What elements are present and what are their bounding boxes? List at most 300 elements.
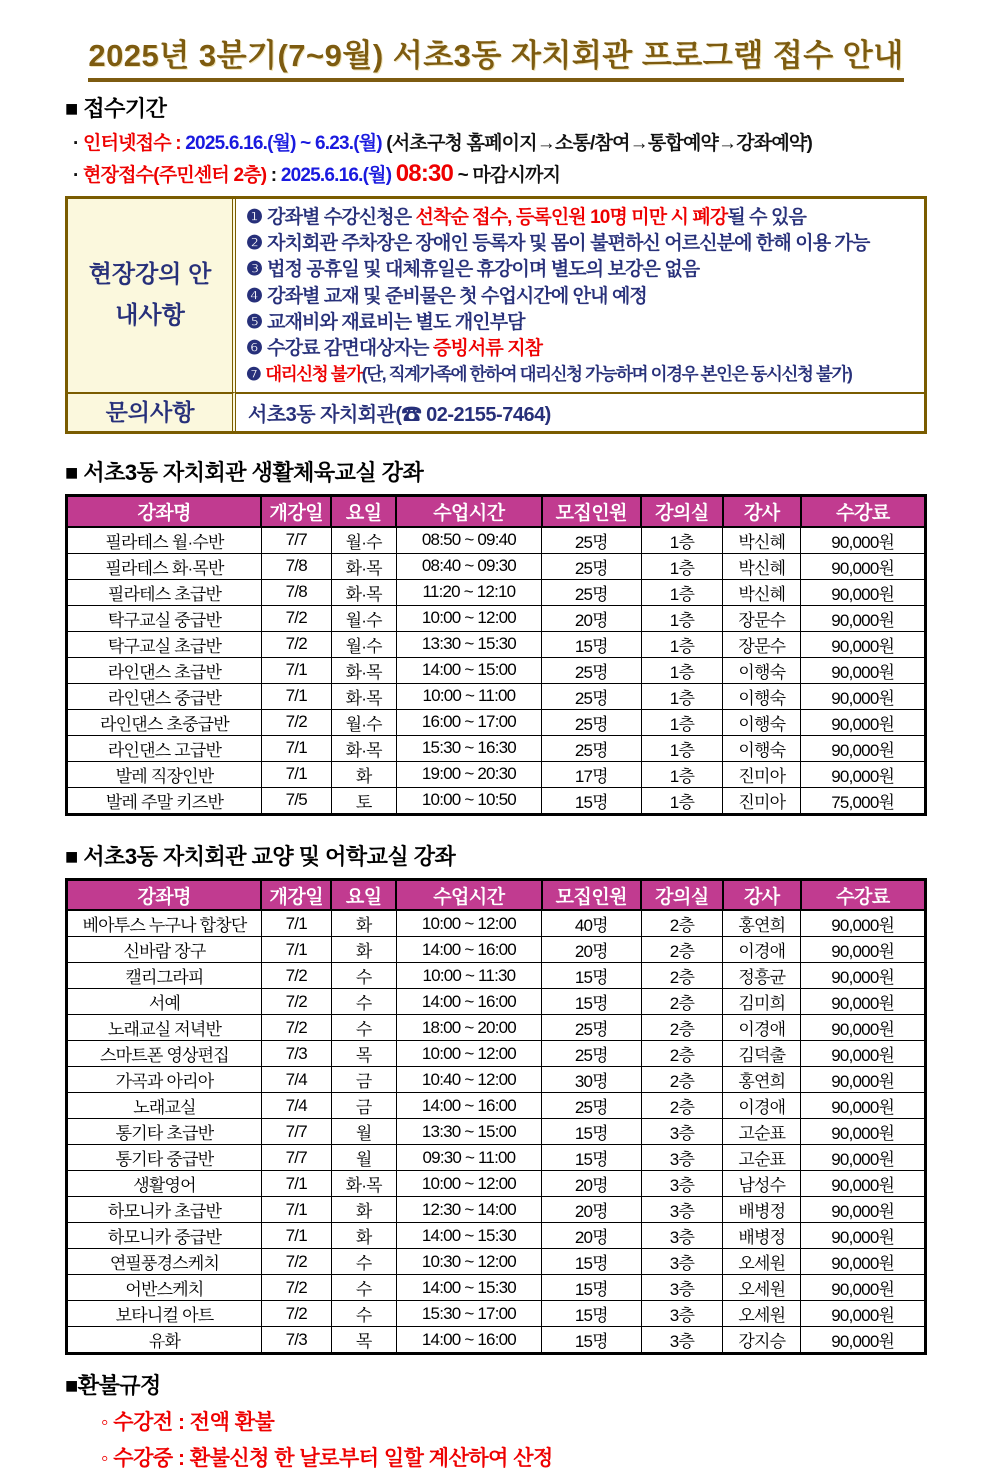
table-cell: 7/8 [261,553,331,579]
column-header: 강사 [723,879,801,910]
table-cell: 2층 [641,910,723,937]
table-cell: 3층 [641,1301,723,1327]
sports-section-title: ■ 서초3동 자치회관 생활체육교실 강좌 [65,460,424,486]
table-cell: 목 [331,1041,396,1067]
table-cell: 강지승 [723,1327,801,1354]
notice-item [246,284,916,310]
text-segment: 인터넷접수 : [83,133,186,154]
table-cell: 월 [331,1145,396,1171]
table-cell: 90,000원 [801,657,926,683]
table-cell: 2층 [641,989,723,1015]
table-cell: 1층 [641,709,723,735]
item-number-badge: ❼ [246,364,261,385]
text-segment: 2025.6.16.(월) [280,165,396,186]
table-cell: 3층 [641,1197,723,1223]
table-cell: 통기타 중급반 [67,1145,262,1171]
table-cell: 15명 [542,963,642,989]
table-cell: 90,000원 [801,1067,926,1093]
refund-rule: ◦ 수강전 : 전액 환불 [101,1411,275,1435]
table-row [67,527,926,554]
table-cell: 화 [331,761,396,787]
table-cell: 서예 [67,989,262,1015]
table-cell: 7/1 [261,683,331,709]
table-cell: 수 [331,963,396,989]
table-cell: 90,000원 [801,963,926,989]
table-cell: 90,000원 [801,1145,926,1171]
table-cell: 90,000원 [801,1223,926,1249]
sports-course-table [65,494,927,816]
notice-left-label: 현장강의 안내사항 [68,199,236,392]
table-cell: 7/1 [261,657,331,683]
table-row [67,1145,926,1171]
text-segment: 교재비와 재료비는 별도 개인부담 [267,311,525,333]
table-cell: 필라테스 월·수반 [67,527,262,554]
table-cell: 25명 [542,553,642,579]
table-cell: 7/2 [261,1275,331,1301]
table-cell: 15명 [542,1249,642,1275]
table-cell: 고순표 [723,1145,801,1171]
table-cell: 목 [331,1327,396,1354]
table-cell: 90,000원 [801,937,926,963]
table-cell: 수 [331,1015,396,1041]
table-cell: 10:30 ~ 12:00 [396,1249,541,1275]
page-title [65,30,927,82]
table-cell: 25명 [542,1015,642,1041]
table-cell: 90,000원 [801,579,926,605]
text-segment: 증빙서류 지참 [433,338,543,360]
table-row [67,1015,926,1041]
table-cell: 노래교실 [67,1093,262,1119]
table-cell: 7/1 [261,1223,331,1249]
table-cell: 7/2 [261,1015,331,1041]
table-cell: 수 [331,989,396,1015]
table-cell: 14:00 ~ 16:00 [396,1093,541,1119]
text-segment: 강좌별 수강신청은 [267,207,416,228]
table-cell: 화 [331,1223,396,1249]
table-cell: 2층 [641,1067,723,1093]
text-segment: 현장접수(주민센터 2층) [83,165,267,186]
table-cell: 40명 [542,910,642,937]
table-cell: 10:00 ~ 10:50 [396,787,541,814]
table-cell: 19:00 ~ 20:30 [396,761,541,787]
table-cell: 보타니컬 아트 [67,1301,262,1327]
table-cell: 1층 [641,605,723,631]
table-cell: 7/1 [261,937,331,963]
table-cell: 25명 [542,683,642,709]
table-row [67,1275,926,1301]
table-cell: 08:50 ~ 09:40 [396,527,541,554]
table-cell: 화·목 [331,553,396,579]
text-segment: · [73,133,84,154]
table-cell: 필라테스 초급반 [67,579,262,605]
column-header: 강좌명 [67,879,262,910]
table-cell: 토 [331,787,396,814]
table-cell: 13:30 ~ 15:30 [396,631,541,657]
table-row [67,1301,926,1327]
table-cell: 14:00 ~ 16:00 [396,937,541,963]
table-cell: 90,000원 [801,1119,926,1145]
table-cell: 3층 [641,1223,723,1249]
table-row [67,1171,926,1197]
table-cell: 발레 주말 키즈반 [67,787,262,814]
table-row [67,989,926,1015]
column-header: 강사 [723,496,801,527]
table-row [67,910,926,937]
table-cell: 화·목 [331,735,396,761]
table-cell: 14:00 ~ 16:00 [396,989,541,1015]
table-cell: 어반스케치 [67,1275,262,1301]
notice-item [246,336,916,362]
table-cell: 가곡과 아리아 [67,1067,262,1093]
table-cell: 고순표 [723,1119,801,1145]
table-cell: 박신혜 [723,553,801,579]
table-cell: 필라테스 화·목반 [67,553,262,579]
table-cell: 90,000원 [801,553,926,579]
registration-period-section [65,92,927,188]
text-segment: 강좌별 교재 및 준비물은 첫 수업시간에 안내 예정 [267,285,647,307]
table-cell: 16:00 ~ 17:00 [396,709,541,735]
refund-heading: ■환불규정 [65,1373,161,1399]
table-cell: 1층 [641,735,723,761]
column-header: 요일 [331,496,396,527]
table-cell: 10:00 ~ 11:30 [396,963,541,989]
table-cell: 오세원 [723,1275,801,1301]
table-cell: 생활영어 [67,1171,262,1197]
table-cell: 25명 [542,527,642,554]
table-cell: 90,000원 [801,709,926,735]
table-cell: 3층 [641,1249,723,1275]
table-cell: 3층 [641,1327,723,1354]
notice-item [246,310,916,336]
table-cell: 탁구교실 중급반 [67,605,262,631]
text-segment: ~ 마감시까지 [453,165,561,186]
text-segment: · [73,165,84,186]
table-cell: 7/2 [261,709,331,735]
notice-item [246,362,916,386]
table-cell: 10:00 ~ 12:00 [396,1041,541,1067]
table-cell: 25명 [542,579,642,605]
header-row [67,879,926,910]
table-row [67,1093,926,1119]
notice-item [246,231,916,257]
column-header: 요일 [331,879,396,910]
table-cell: 15명 [542,787,642,814]
table-cell: 홍연희 [723,910,801,937]
table-cell: 노래교실 저녁반 [67,1015,262,1041]
item-number-badge: ❻ [246,338,263,360]
internet-registration-line [73,128,927,155]
column-header: 수업시간 [396,879,541,910]
table-cell: 15:30 ~ 16:30 [396,735,541,761]
table-cell: 수 [331,1301,396,1327]
table-cell: 화·목 [331,683,396,709]
table-row [67,937,926,963]
table-cell: 월·수 [331,527,396,554]
table-cell: 수 [331,1275,396,1301]
table-row [67,1067,926,1093]
table-cell: 이행숙 [723,709,801,735]
table-cell: 진미아 [723,787,801,814]
column-header: 강의실 [641,496,723,527]
table-cell: 7/7 [261,1119,331,1145]
table-cell: 25명 [542,735,642,761]
table-cell: 1층 [641,579,723,605]
culture-section-title: ■ 서초3동 자치회관 교양 및 어학교실 강좌 [65,843,456,869]
table-cell: 월 [331,1119,396,1145]
table-cell: 3층 [641,1145,723,1171]
text-segment: 법정 공휴일 및 대체휴일은 휴강이며 별도의 보강은 없음 [267,259,700,281]
table-cell: 1층 [641,553,723,579]
table-cell: 7/2 [261,605,331,631]
table-cell: 이경애 [723,1093,801,1119]
table-cell: 15:30 ~ 17:00 [396,1301,541,1327]
table-cell: 1층 [641,631,723,657]
table-cell: 90,000원 [801,1275,926,1301]
table-row [67,709,926,735]
notice-items [236,199,924,392]
table-row [67,1223,926,1249]
table-cell: 90,000원 [801,1015,926,1041]
table-cell: 이경애 [723,1015,801,1041]
table-cell: 20명 [542,937,642,963]
table-cell: 배병정 [723,1223,801,1249]
table-cell: 11:20 ~ 12:10 [396,579,541,605]
table-row [67,1249,926,1275]
table-cell: 90,000원 [801,1301,926,1327]
table-cell: 20명 [542,1223,642,1249]
text-segment: 선착순 접수, 등록인원 10명 미만 시 폐강 [415,207,728,228]
table-cell: 90,000원 [801,683,926,709]
table-cell: 75,000원 [801,787,926,814]
table-cell: 정흥균 [723,963,801,989]
table-row [67,761,926,787]
onsite-registration-line [73,160,927,188]
table-cell: 이행숙 [723,735,801,761]
table-row [67,1041,926,1067]
table-cell: 하모니카 초급반 [67,1197,262,1223]
table-cell: 90,000원 [801,761,926,787]
table-cell: 화 [331,1197,396,1223]
table-cell: 탁구교실 초급반 [67,631,262,657]
table-row [67,683,926,709]
table-row [67,579,926,605]
table-cell: 월·수 [331,605,396,631]
table-cell: 7/1 [261,1171,331,1197]
table-cell: 15명 [542,1275,642,1301]
table-cell: 15명 [542,989,642,1015]
table-cell: 90,000원 [801,527,926,554]
table-cell: 박신혜 [723,579,801,605]
table-cell: 10:40 ~ 12:00 [396,1067,541,1093]
table-row [67,963,926,989]
table-cell: 7/7 [261,527,331,554]
column-header: 개강일 [261,496,331,527]
table-cell: 화·목 [331,657,396,683]
table-cell: 10:00 ~ 11:00 [396,683,541,709]
table-cell: 7/8 [261,579,331,605]
table-cell: 7/1 [261,761,331,787]
table-cell: 신바람 장구 [67,937,262,963]
table-cell: 수 [331,1249,396,1275]
table-cell: 15명 [542,1327,642,1354]
column-header: 수강료 [801,879,926,910]
inquiry-value: 서초3동 자치회관(☎ 02-2155-7464) [236,392,924,431]
table-row [67,553,926,579]
table-row [67,735,926,761]
text-segment: 될 수 있음 [727,207,806,228]
table-cell: 90,000원 [801,1249,926,1275]
table-cell: 09:30 ~ 11:00 [396,1145,541,1171]
table-cell: 오세원 [723,1301,801,1327]
column-header: 개강일 [261,879,331,910]
table-cell: 15명 [542,1145,642,1171]
table-cell: 홍연희 [723,1067,801,1093]
table-cell: 7/2 [261,989,331,1015]
refund-rule: ◦ 수강중 : 환불신청 한 날로부터 일할 계산하여 산정 [101,1447,553,1471]
table-cell: 7/2 [261,1249,331,1275]
table-cell: 화 [331,937,396,963]
table-cell: 20명 [542,605,642,631]
table-cell: 14:00 ~ 15:30 [396,1223,541,1249]
table-cell: 라인댄스 중급반 [67,683,262,709]
table-cell: 1층 [641,527,723,554]
table-cell: 월·수 [331,631,396,657]
text-segment: (서초구청 홈페이지→소통/참여→통합예약→강좌예약) [381,133,813,154]
table-cell: 유화 [67,1327,262,1354]
text-segment: 2025.6.16.(월) ~ 6.23.(월) [185,133,382,154]
table-row [67,1197,926,1223]
column-header: 강좌명 [67,496,262,527]
column-header: 모집인원 [542,879,642,910]
table-cell: 7/7 [261,1145,331,1171]
table-cell: 13:30 ~ 15:00 [396,1119,541,1145]
table-cell: 14:00 ~ 16:00 [396,1327,541,1354]
table-cell: 진미아 [723,761,801,787]
table-cell: 08:40 ~ 09:30 [396,553,541,579]
culture-course-table [65,878,927,1356]
table-cell: 12:30 ~ 14:00 [396,1197,541,1223]
column-header: 수업시간 [396,496,541,527]
table-cell: 3층 [641,1275,723,1301]
table-cell: 7/4 [261,1067,331,1093]
item-number-badge: ❹ [246,285,263,307]
table-cell: 김미희 [723,989,801,1015]
item-number-badge: ❶ [246,207,263,228]
table-cell: 18:00 ~ 20:00 [396,1015,541,1041]
table-cell: 90,000원 [801,605,926,631]
table-cell: 배병정 [723,1197,801,1223]
table-cell: 17명 [542,761,642,787]
table-cell: 25명 [542,657,642,683]
table-cell: 라인댄스 초급반 [67,657,262,683]
table-cell: 90,000원 [801,910,926,937]
table-cell: 화·목 [331,579,396,605]
table-cell: 이행숙 [723,657,801,683]
table-cell: 이행숙 [723,683,801,709]
table-cell: 장문수 [723,631,801,657]
table-cell: 1층 [641,683,723,709]
table-cell: 90,000원 [801,1093,926,1119]
table-cell: 발레 직장인반 [67,761,262,787]
table-cell: 90,000원 [801,735,926,761]
table-cell: 박신혜 [723,527,801,554]
table-cell: 1층 [641,787,723,814]
table-row [67,605,926,631]
refund-section [65,1369,927,1472]
table-row [67,1119,926,1145]
table-cell: 90,000원 [801,1197,926,1223]
column-header: 모집인원 [542,496,642,527]
table-cell: 30명 [542,1067,642,1093]
table-cell: 14:00 ~ 15:30 [396,1275,541,1301]
table-cell: 15명 [542,631,642,657]
table-cell: 화 [331,910,396,937]
text-segment: (단, 직계가족에 한하여 대리신청 가능하며 이경우 본인은 동시신청 불가) [361,364,852,385]
page-title-text: 2025년 3분기(7~9월) 서초3동 자치회관 프로그램 접수 안내 [88,30,903,82]
table-cell: 7/1 [261,910,331,937]
table-cell: 90,000원 [801,1041,926,1067]
table-cell: 라인댄스 고급반 [67,735,262,761]
table-cell: 90,000원 [801,1171,926,1197]
table-cell: 오세원 [723,1249,801,1275]
table-cell: 15명 [542,1119,642,1145]
table-cell: 25명 [542,1041,642,1067]
table-cell: 10:00 ~ 12:00 [396,1171,541,1197]
table-cell: 장문수 [723,605,801,631]
column-header: 수강료 [801,496,926,527]
notice-box [65,196,927,434]
table-cell: 남성수 [723,1171,801,1197]
table-cell: 7/2 [261,1301,331,1327]
text-segment: 대리신청 불가 [265,364,362,385]
item-number-badge: ❷ [246,233,263,255]
table-cell: 7/2 [261,631,331,657]
table-cell: 연필풍경스케치 [67,1249,262,1275]
table-cell: 90,000원 [801,989,926,1015]
table-cell: 금 [331,1093,396,1119]
table-row [67,1327,926,1354]
table-cell: 90,000원 [801,631,926,657]
table-cell: 1층 [641,657,723,683]
item-number-badge: ❺ [246,311,263,333]
table-cell: 2층 [641,963,723,989]
table-cell: 3층 [641,1171,723,1197]
table-cell: 7/5 [261,787,331,814]
registration-heading: ■ 접수기간 [65,96,167,121]
table-cell: 25명 [542,1093,642,1119]
table-cell: 7/4 [261,1093,331,1119]
notice-item [246,205,916,231]
table-cell: 하모니카 중급반 [67,1223,262,1249]
table-cell: 베아투스 누구나 합창단 [67,910,262,937]
notice-item [246,257,916,283]
text-segment: 수강료 감면대상자는 [267,338,433,360]
refund-list [65,1406,927,1472]
table-cell: 2층 [641,1093,723,1119]
item-number-badge: ❸ [246,259,263,281]
table-cell: 15명 [542,1301,642,1327]
table-row [67,657,926,683]
table-cell: 2층 [641,937,723,963]
table-cell: 10:00 ~ 12:00 [396,605,541,631]
table-cell: 2층 [641,1041,723,1067]
table-cell: 7/3 [261,1327,331,1354]
table-cell: 2층 [641,1015,723,1041]
table-cell: 화·목 [331,1171,396,1197]
table-row [67,631,926,657]
table-cell: 90,000원 [801,1327,926,1354]
table-cell: 7/1 [261,735,331,761]
